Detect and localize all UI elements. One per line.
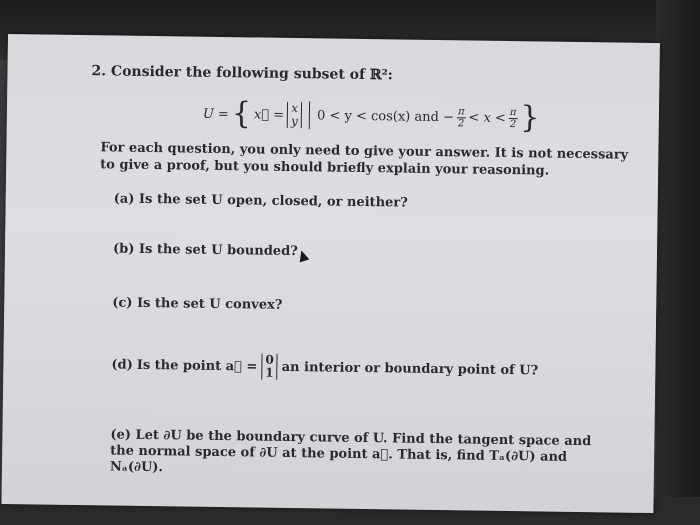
question-text-after: an interior or boundary point of U? <box>281 359 539 378</box>
question-label: (d) <box>111 356 133 373</box>
paper-sheet <box>1 34 659 513</box>
question-label: (a) <box>113 191 135 207</box>
fraction-left <box>457 106 466 129</box>
matrix-entry: 0 <box>265 352 274 367</box>
instructions-paragraph: For each question, you only need to give your answer. It is not necessary to give a proof, but you should briefly explain your reasoning. <box>100 140 629 179</box>
point-matrix <box>261 354 278 380</box>
vector-matrix <box>287 102 302 128</box>
vector-lhs: x⃗ = <box>253 106 285 123</box>
problem-heading <box>91 63 393 83</box>
matrix-entry: 1 <box>265 365 274 380</box>
set-definition <box>202 96 540 136</box>
fraction-numerator: π <box>457 105 465 117</box>
question-a <box>114 191 408 210</box>
question-text: Let ∂U be the boundary curve of U. Find the tangent space and the normal space of ∂U at the point a⃗. That is, find Tₐ(∂U) and Nₐ(∂U). <box>109 427 592 476</box>
question-label: (c) <box>112 295 133 311</box>
inequality-text: < x < <box>468 109 506 126</box>
question-d <box>111 351 538 383</box>
open-brace: { <box>231 96 252 132</box>
fraction-denominator: 2 <box>457 117 465 129</box>
question-label: (e) <box>110 427 132 443</box>
matrix-entry: x <box>291 100 299 116</box>
matrix-entry: y <box>290 113 298 129</box>
problem-heading-text: Consider the following subset of ℝ²: <box>110 63 394 84</box>
fraction-denominator: 2 <box>509 118 517 130</box>
question-label: (b) <box>112 241 135 257</box>
question-e <box>110 427 611 482</box>
question-text: Is the set U bounded? <box>138 241 298 260</box>
question-text: Is the set U convex? <box>136 295 283 313</box>
question-b <box>113 241 298 259</box>
question-text-before: Is the point a⃗ = <box>136 357 258 375</box>
such-that-bar <box>309 101 311 129</box>
photo-background-right <box>656 0 700 525</box>
question-c <box>112 295 282 312</box>
question-text: Is the set U open, closed, or neither? <box>138 191 408 211</box>
fraction-numerator: π <box>509 106 517 118</box>
problem-number: 2. <box>91 63 107 80</box>
condition-text: 0 < y < cos(x) and − <box>317 107 455 125</box>
set-lhs: U = <box>202 106 229 122</box>
mouse-pointer-icon <box>297 249 310 262</box>
fraction-right <box>509 107 518 130</box>
close-brace: } <box>520 100 540 136</box>
